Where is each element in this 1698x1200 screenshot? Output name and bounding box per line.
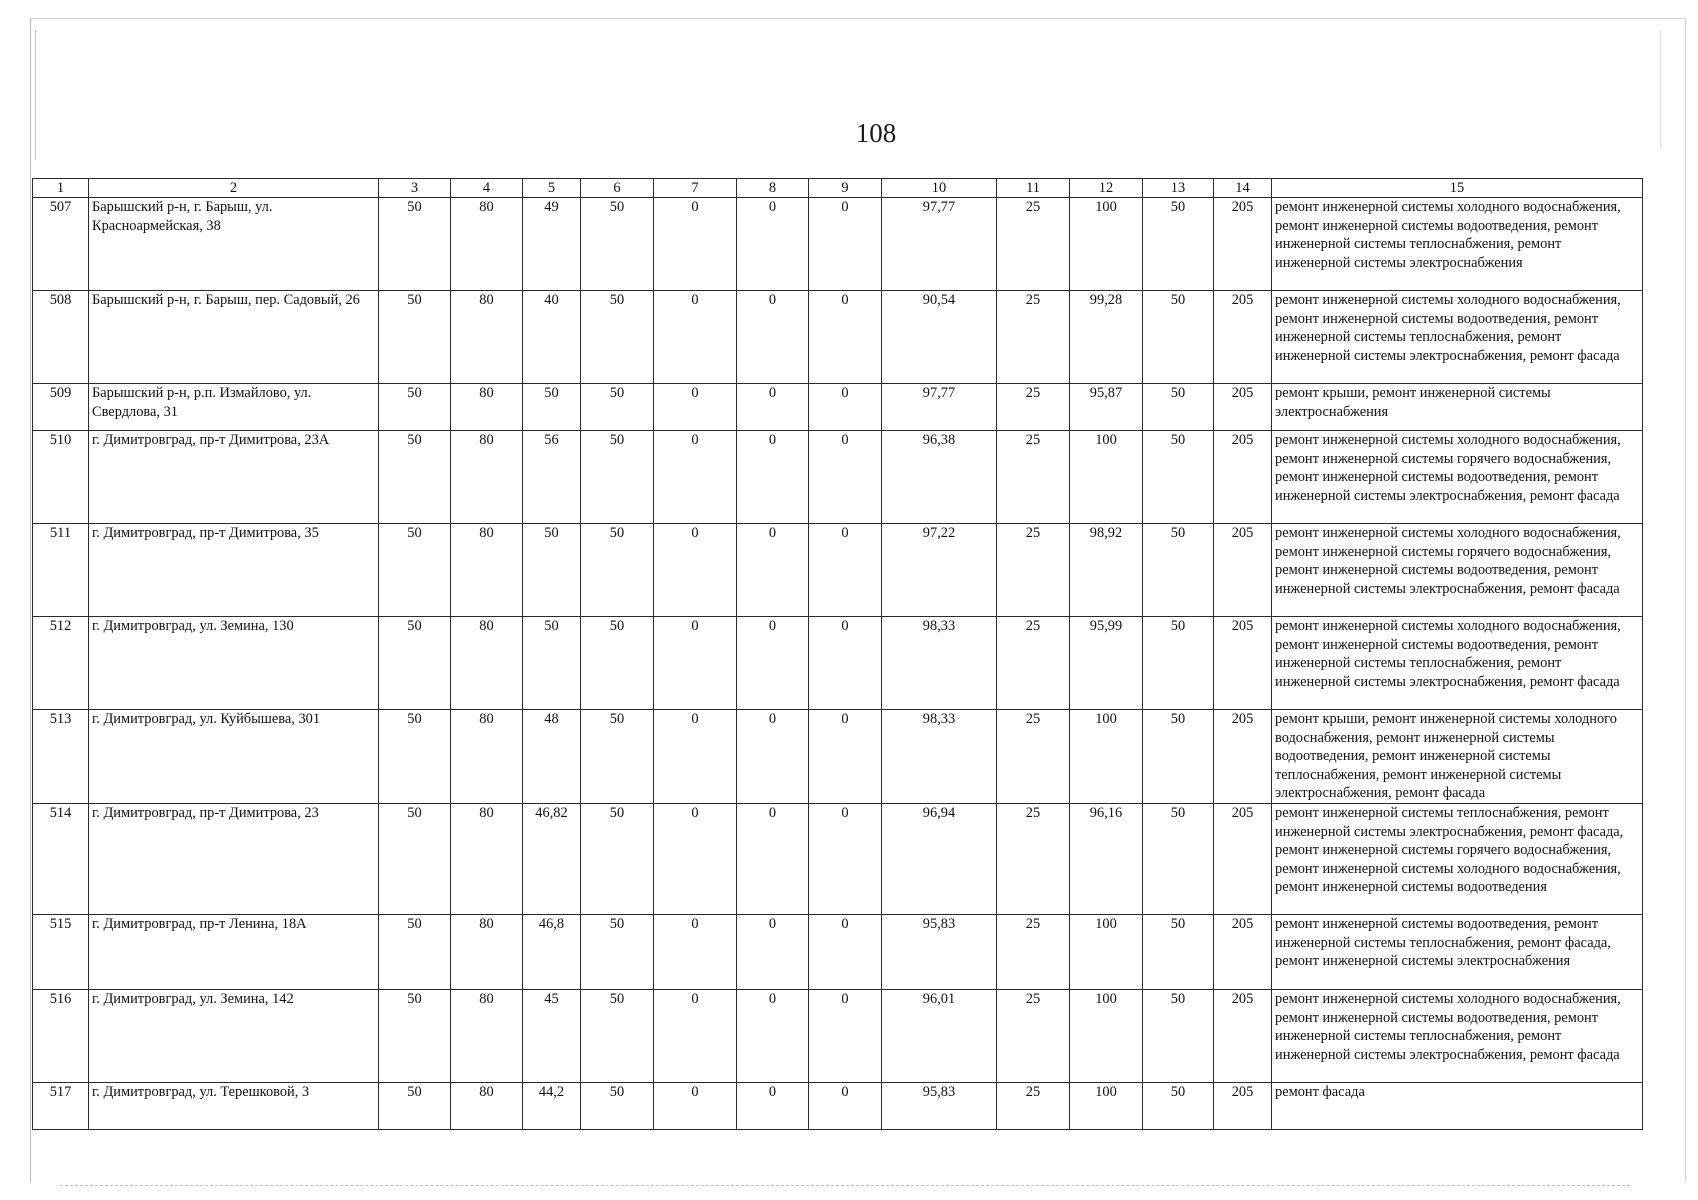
column-header: 3: [379, 179, 451, 198]
value-cell: 0: [737, 803, 809, 914]
value-cell: 0: [654, 431, 737, 524]
value-cell: 25: [997, 1082, 1070, 1129]
value-cell: 0: [654, 803, 737, 914]
value-cell: 80: [451, 989, 523, 1082]
table-row: [33, 384, 1643, 431]
value-cell: 0: [809, 914, 882, 989]
value-cell: 205: [1214, 803, 1272, 914]
row-number: 507: [33, 198, 89, 291]
value-cell: 98,33: [882, 710, 997, 804]
value-cell: 80: [451, 291, 523, 384]
value-cell: 50: [379, 989, 451, 1082]
value-cell: 50: [581, 431, 654, 524]
value-cell: 0: [654, 524, 737, 617]
scan-bottom-edge: [60, 1185, 1630, 1186]
value-cell: 50: [379, 524, 451, 617]
buildings-table: [32, 178, 1643, 1130]
value-cell: 0: [809, 710, 882, 804]
value-cell: 50: [581, 710, 654, 804]
table-row: [33, 198, 1643, 291]
value-cell: 95,87: [1070, 384, 1143, 431]
table-row: [33, 617, 1643, 710]
value-cell: 205: [1214, 617, 1272, 710]
value-cell: 50: [379, 198, 451, 291]
value-cell: 90,54: [882, 291, 997, 384]
column-header: 2: [89, 179, 379, 198]
value-cell: 50: [1143, 617, 1214, 710]
value-cell: 0: [737, 291, 809, 384]
value-cell: 49: [523, 198, 581, 291]
row-number: 510: [33, 431, 89, 524]
value-cell: 80: [451, 617, 523, 710]
value-cell: 0: [809, 291, 882, 384]
value-cell: 0: [809, 524, 882, 617]
value-cell: 0: [809, 617, 882, 710]
value-cell: 50: [1143, 914, 1214, 989]
address-cell: Барышский р-н, р.п. Измайлово, ул. Свердлова, 31: [89, 384, 379, 431]
value-cell: 100: [1070, 198, 1143, 291]
repair-works-cell: ремонт инженерной системы холодного водоснабжения, ремонт инженерной системы водоотведения, ремонт инженерной системы теплоснабжения, ремонт инженерной системы электроснабжения, ремонт фасада: [1272, 617, 1643, 710]
row-number: 513: [33, 710, 89, 804]
row-number: 511: [33, 524, 89, 617]
value-cell: 40: [523, 291, 581, 384]
value-cell: 50: [1143, 291, 1214, 384]
value-cell: 0: [654, 617, 737, 710]
value-cell: 0: [737, 710, 809, 804]
value-cell: 100: [1070, 914, 1143, 989]
value-cell: 25: [997, 914, 1070, 989]
value-cell: 50: [1143, 384, 1214, 431]
value-cell: 25: [997, 431, 1070, 524]
value-cell: 50: [379, 710, 451, 804]
value-cell: 50: [1143, 431, 1214, 524]
value-cell: 100: [1070, 431, 1143, 524]
table-row: [33, 989, 1643, 1082]
value-cell: 50: [523, 617, 581, 710]
value-cell: 0: [737, 384, 809, 431]
value-cell: 50: [523, 384, 581, 431]
address-cell: г. Димитровград, ул. Земина, 142: [89, 989, 379, 1082]
table-row: [33, 1082, 1643, 1129]
value-cell: 205: [1214, 198, 1272, 291]
value-cell: 25: [997, 291, 1070, 384]
column-header: 9: [809, 179, 882, 198]
value-cell: 0: [737, 198, 809, 291]
value-cell: 0: [654, 384, 737, 431]
address-cell: Барышский р-н, г. Барыш, ул. Красноармейская, 38: [89, 198, 379, 291]
value-cell: 50: [379, 914, 451, 989]
value-cell: 0: [654, 710, 737, 804]
row-number: 515: [33, 914, 89, 989]
value-cell: 0: [654, 914, 737, 989]
value-cell: 50: [379, 431, 451, 524]
column-header: 8: [737, 179, 809, 198]
value-cell: 46,82: [523, 803, 581, 914]
value-cell: 80: [451, 198, 523, 291]
table-row: [33, 710, 1643, 804]
value-cell: 100: [1070, 710, 1143, 804]
column-header: 10: [882, 179, 997, 198]
value-cell: 50: [1143, 803, 1214, 914]
value-cell: 0: [654, 1082, 737, 1129]
value-cell: 50: [379, 1082, 451, 1129]
value-cell: 25: [997, 803, 1070, 914]
value-cell: 80: [451, 524, 523, 617]
value-cell: 50: [581, 914, 654, 989]
value-cell: 96,94: [882, 803, 997, 914]
value-cell: 0: [809, 1082, 882, 1129]
repair-works-cell: ремонт инженерной системы холодного водоснабжения, ремонт инженерной системы водоотведения, ремонт инженерной системы теплоснабжения, ремонт инженерной системы электроснабжения, ремонт фасада: [1272, 989, 1643, 1082]
row-number: 512: [33, 617, 89, 710]
value-cell: 0: [737, 914, 809, 989]
repair-works-cell: ремонт инженерной системы холодного водоснабжения, ремонт инженерной системы водоотведения, ремонт инженерной системы теплоснабжения, ремонт инженерной системы электроснабжения: [1272, 198, 1643, 291]
value-cell: 45: [523, 989, 581, 1082]
address-cell: Барышский р-н, г. Барыш, пер. Садовый, 26: [89, 291, 379, 384]
value-cell: 97,77: [882, 198, 997, 291]
value-cell: 0: [809, 384, 882, 431]
value-cell: 98,33: [882, 617, 997, 710]
value-cell: 0: [809, 803, 882, 914]
value-cell: 80: [451, 431, 523, 524]
table-row: [33, 914, 1643, 989]
value-cell: 50: [379, 291, 451, 384]
value-cell: 0: [809, 989, 882, 1082]
value-cell: 205: [1214, 710, 1272, 804]
value-cell: 50: [1143, 710, 1214, 804]
value-cell: 50: [379, 617, 451, 710]
row-number: 508: [33, 291, 89, 384]
page-number: 108: [855, 118, 897, 148]
table-header-row: [33, 179, 1643, 198]
value-cell: 25: [997, 384, 1070, 431]
address-cell: г. Димитровград, пр-т Димитрова, 35: [89, 524, 379, 617]
value-cell: 48: [523, 710, 581, 804]
repair-works-cell: ремонт инженерной системы холодного водоснабжения, ремонт инженерной системы горячего водоснабжения, ремонт инженерной системы водоотведения, ремонт инженерной системы электроснабжения, ремонт фасада: [1272, 431, 1643, 524]
value-cell: 50: [581, 617, 654, 710]
value-cell: 100: [1070, 989, 1143, 1082]
value-cell: 80: [451, 1082, 523, 1129]
value-cell: 0: [654, 291, 737, 384]
value-cell: 0: [654, 198, 737, 291]
value-cell: 100: [1070, 1082, 1143, 1129]
table-row: [33, 803, 1643, 914]
value-cell: 95,83: [882, 914, 997, 989]
value-cell: 0: [737, 989, 809, 1082]
value-cell: 0: [737, 1082, 809, 1129]
value-cell: 205: [1214, 989, 1272, 1082]
value-cell: 50: [379, 384, 451, 431]
value-cell: 80: [451, 914, 523, 989]
column-header: 15: [1272, 179, 1643, 198]
value-cell: 50: [1143, 989, 1214, 1082]
value-cell: 0: [654, 989, 737, 1082]
value-cell: 0: [737, 524, 809, 617]
value-cell: 0: [809, 431, 882, 524]
row-number: 514: [33, 803, 89, 914]
value-cell: 50: [581, 989, 654, 1082]
row-number: 517: [33, 1082, 89, 1129]
column-header: 1: [33, 179, 89, 198]
value-cell: 205: [1214, 384, 1272, 431]
value-cell: 205: [1214, 524, 1272, 617]
column-header: 12: [1070, 179, 1143, 198]
value-cell: 50: [581, 384, 654, 431]
repair-works-cell: ремонт крыши, ремонт инженерной системы холодного водоснабжения, ремонт инженерной системы водоотведения, ремонт инженерной системы теплоснабжения, ремонт инженерной системы электроснабжения, ремонт фасада: [1272, 710, 1643, 804]
value-cell: 25: [997, 524, 1070, 617]
value-cell: 46,8: [523, 914, 581, 989]
value-cell: 205: [1214, 1082, 1272, 1129]
value-cell: 50: [581, 291, 654, 384]
repair-works-cell: ремонт инженерной системы теплоснабжения, ремонт инженерной системы электроснабжения, ремонт фасада, ремонт инженерной системы горячего водоснабжения, ремонт инженерной системы холодного водоснабжения, ремонт инженерной системы водоотведения: [1272, 803, 1643, 914]
column-header: 6: [581, 179, 654, 198]
value-cell: 96,38: [882, 431, 997, 524]
value-cell: 50: [581, 198, 654, 291]
repair-works-cell: ремонт инженерной системы холодного водоснабжения, ремонт инженерной системы водоотведения, ремонт инженерной системы теплоснабжения, ремонт инженерной системы электроснабжения, ремонт фасада: [1272, 291, 1643, 384]
column-header: 11: [997, 179, 1070, 198]
table-row: [33, 291, 1643, 384]
value-cell: 50: [581, 1082, 654, 1129]
value-cell: 95,99: [1070, 617, 1143, 710]
table-row: [33, 431, 1643, 524]
address-cell: г. Димитровград, пр-т Димитрова, 23: [89, 803, 379, 914]
column-header: 7: [654, 179, 737, 198]
value-cell: 50: [581, 803, 654, 914]
column-header: 14: [1214, 179, 1272, 198]
value-cell: 0: [737, 431, 809, 524]
value-cell: 50: [379, 803, 451, 914]
value-cell: 95,83: [882, 1082, 997, 1129]
value-cell: 205: [1214, 431, 1272, 524]
value-cell: 50: [581, 524, 654, 617]
value-cell: 97,22: [882, 524, 997, 617]
value-cell: 50: [523, 524, 581, 617]
column-header: 4: [451, 179, 523, 198]
value-cell: 96,16: [1070, 803, 1143, 914]
repair-works-cell: ремонт инженерной системы водоотведения, ремонт инженерной системы теплоснабжения, ремонт фасада, ремонт инженерной системы электроснабжения: [1272, 914, 1643, 989]
address-cell: г. Димитровград, ул. Земина, 130: [89, 617, 379, 710]
value-cell: 50: [1143, 524, 1214, 617]
value-cell: 98,92: [1070, 524, 1143, 617]
address-cell: г. Димитровград, пр-т Димитрова, 23А: [89, 431, 379, 524]
value-cell: 205: [1214, 914, 1272, 989]
value-cell: 80: [451, 803, 523, 914]
value-cell: 97,77: [882, 384, 997, 431]
value-cell: 50: [1143, 198, 1214, 291]
address-cell: г. Димитровград, ул. Терешковой, 3: [89, 1082, 379, 1129]
value-cell: 44,2: [523, 1082, 581, 1129]
value-cell: 80: [451, 384, 523, 431]
row-number: 516: [33, 989, 89, 1082]
row-number: 509: [33, 384, 89, 431]
value-cell: 56: [523, 431, 581, 524]
value-cell: 99,28: [1070, 291, 1143, 384]
value-cell: 25: [997, 198, 1070, 291]
address-cell: г. Димитровград, ул. Куйбышева, 301: [89, 710, 379, 804]
value-cell: 205: [1214, 291, 1272, 384]
repair-works-cell: ремонт крыши, ремонт инженерной системы электроснабжения: [1272, 384, 1643, 431]
repair-works-cell: ремонт фасада: [1272, 1082, 1643, 1129]
table-row: [33, 524, 1643, 617]
value-cell: 50: [1143, 1082, 1214, 1129]
value-cell: 0: [737, 617, 809, 710]
value-cell: 25: [997, 710, 1070, 804]
value-cell: 25: [997, 989, 1070, 1082]
value-cell: 25: [997, 617, 1070, 710]
address-cell: г. Димитровград, пр-т Ленина, 18А: [89, 914, 379, 989]
value-cell: 0: [809, 198, 882, 291]
repair-works-cell: ремонт инженерной системы холодного водоснабжения, ремонт инженерной системы горячего водоснабжения, ремонт инженерной системы водоотведения, ремонт инженерной системы электроснабжения, ремонт фасада: [1272, 524, 1643, 617]
column-header: 5: [523, 179, 581, 198]
value-cell: 96,01: [882, 989, 997, 1082]
value-cell: 80: [451, 710, 523, 804]
column-header: 13: [1143, 179, 1214, 198]
